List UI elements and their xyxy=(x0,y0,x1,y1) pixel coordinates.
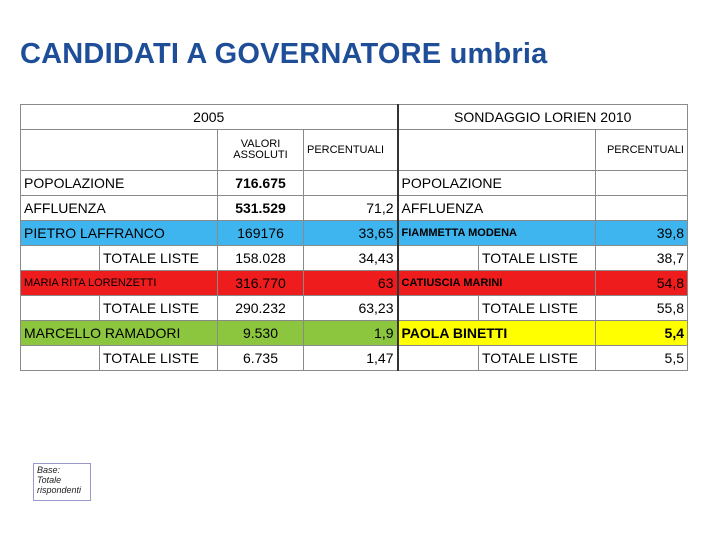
totale-liste-pct-right: 38,7 xyxy=(596,246,688,271)
popolazione-value: 716.675 xyxy=(218,171,304,196)
candidate-name-right: PAOLA BINETTI xyxy=(398,321,596,346)
totale-liste-label-right: TOTALE LISTE xyxy=(479,296,596,321)
totale-liste-pct-right: 5,5 xyxy=(596,346,688,371)
totale-liste-label-right: TOTALE LISTE xyxy=(479,346,596,371)
empty-cell xyxy=(398,130,596,171)
table-row xyxy=(21,321,688,346)
table-row xyxy=(21,171,688,196)
percentuali-right-header: PERCENTUALI xyxy=(596,130,688,171)
base-note: Base: Totale rispondenti xyxy=(33,463,91,501)
year-2005-header: 2005 xyxy=(21,105,398,130)
results-table xyxy=(20,104,688,371)
totale-liste-label: TOTALE LISTE xyxy=(100,296,218,321)
totale-liste-value: 290.232 xyxy=(218,296,304,321)
affluenza-pct: 71,2 xyxy=(304,196,398,221)
popolazione-label: POPOLAZIONE xyxy=(21,171,218,196)
candidate-name: MARCELLO RAMADORI xyxy=(21,321,218,346)
table-row xyxy=(21,221,688,246)
candidate-votes: 316.770 xyxy=(218,271,304,296)
candidate-pct-right: 39,8 xyxy=(596,221,688,246)
totale-liste-pct: 34,43 xyxy=(304,246,398,271)
totale-liste-value: 158.028 xyxy=(218,246,304,271)
table-row xyxy=(21,296,688,321)
candidate-pct-right: 5,4 xyxy=(596,321,688,346)
table-row xyxy=(21,271,688,296)
page-title: CANDIDATI A GOVERNATORE umbria xyxy=(20,38,548,70)
popolazione-label-right: POPOLAZIONE xyxy=(398,171,596,196)
affluenza-label: AFFLUENZA xyxy=(21,196,218,221)
table-subheader-row xyxy=(21,130,688,171)
affluenza-label-right: AFFLUENZA xyxy=(398,196,596,221)
table-header-row xyxy=(21,105,688,130)
table-row xyxy=(21,196,688,221)
totale-liste-pct-right: 55,8 xyxy=(596,296,688,321)
totale-liste-pct: 63,23 xyxy=(304,296,398,321)
candidate-name: PIETRO LAFFRANCO xyxy=(21,221,218,246)
candidate-votes: 169176 xyxy=(218,221,304,246)
table-row xyxy=(21,346,688,371)
candidate-pct: 63 xyxy=(304,271,398,296)
percentuali-left-header: PERCENTUALI xyxy=(304,130,398,171)
totale-liste-value: 6.735 xyxy=(218,346,304,371)
totale-liste-label-right: TOTALE LISTE xyxy=(479,246,596,271)
table-row xyxy=(21,246,688,271)
affluenza-value: 531.529 xyxy=(218,196,304,221)
empty-cell xyxy=(21,130,218,171)
candidate-pct-right: 54,8 xyxy=(596,271,688,296)
totale-liste-pct: 1,47 xyxy=(304,346,398,371)
candidate-pct: 1,9 xyxy=(304,321,398,346)
totale-liste-label: TOTALE LISTE xyxy=(100,346,218,371)
candidate-name-right: CATIUSCIA MARINI xyxy=(398,271,596,296)
totale-liste-label: TOTALE LISTE xyxy=(100,246,218,271)
candidate-name: MARIA RITA LORENZETTI xyxy=(21,271,218,296)
survey-header: SONDAGGIO LORIEN 2010 xyxy=(398,105,688,130)
candidate-pct: 33,65 xyxy=(304,221,398,246)
candidate-votes: 9.530 xyxy=(218,321,304,346)
candidate-name-right: FIAMMETTA MODENA xyxy=(398,221,596,246)
valori-assoluti-header: VALORI ASSOLUTI xyxy=(218,130,304,171)
